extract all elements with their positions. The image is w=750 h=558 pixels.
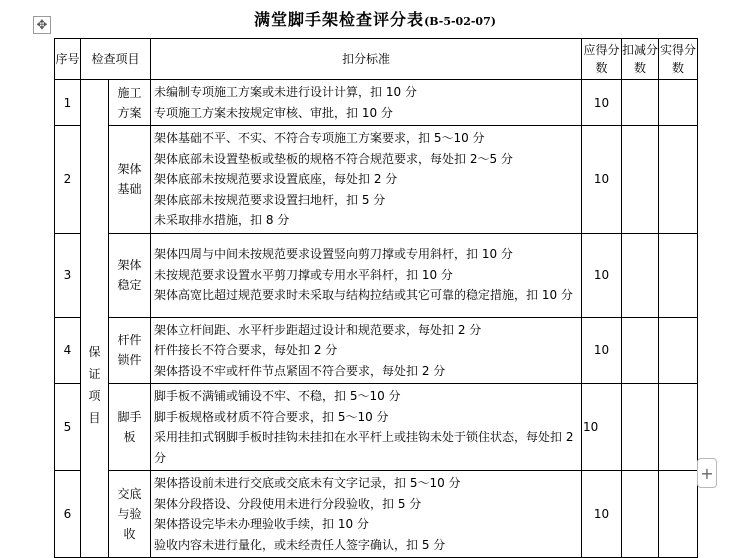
deduct-score-cell[interactable] xyxy=(622,471,659,558)
table-row xyxy=(55,384,698,471)
table-row xyxy=(55,233,698,317)
header-row xyxy=(55,39,698,80)
check-item xyxy=(109,471,151,558)
criteria-line: 脚手板规格或材质不符合要求，扣 5～10 分 xyxy=(154,409,389,424)
check-item-text: 交底与验收 xyxy=(117,487,142,541)
criteria-line: 杆件接长不符合要求，每处扣 2 分 xyxy=(154,343,338,357)
criteria-line: 架体搭设前未进行交底或交底未有文字记录，扣 5～10 分 xyxy=(154,476,461,490)
group-label-text: 保证项目 xyxy=(88,344,101,425)
deduct-score-cell[interactable] xyxy=(622,233,659,317)
add-row-button[interactable] xyxy=(697,458,717,488)
table-row xyxy=(55,80,698,126)
criteria-line: 架体搭设完毕未办理验收手续，扣 10 分 xyxy=(154,517,369,531)
row-number: 1 xyxy=(55,80,81,126)
due-score: 10 xyxy=(582,126,622,234)
criteria-line: 架体分段搭设、分段使用未进行分段验收，扣 5 分 xyxy=(154,496,422,511)
criteria-cell xyxy=(151,471,582,558)
criteria-line: 专项施工方案未按规定审核、审批，扣 10 分 xyxy=(154,105,393,120)
deduct-score-cell[interactable] xyxy=(622,317,659,384)
check-item xyxy=(109,80,151,126)
row-number: 5 xyxy=(55,384,81,471)
header-actual: 实得分数 xyxy=(659,39,698,80)
header-no: 序号 xyxy=(55,39,81,80)
deduct-score-cell[interactable] xyxy=(622,80,659,126)
criteria-cell xyxy=(151,233,582,317)
check-item xyxy=(109,317,151,384)
actual-score-cell[interactable] xyxy=(659,317,698,384)
criteria-line: 架体底部未按规范要求设置扫地杆，扣 5 分 xyxy=(154,192,386,207)
plus-icon: + xyxy=(700,463,714,483)
row-number: 4 xyxy=(55,317,81,384)
row-number: 6 xyxy=(55,471,81,558)
due-score: 10 xyxy=(582,317,622,384)
criteria-line: 架体基础不平、不实、不符合专项施工方案要求，扣 5～10 分 xyxy=(154,131,485,145)
criteria-line: 验收内容未进行量化，或未经责任人签字确认，扣 5 分 xyxy=(154,537,446,552)
due-score: 10 xyxy=(582,80,622,126)
title-code: (B-5-02-07) xyxy=(424,15,496,28)
due-score: 10 xyxy=(582,233,622,317)
title-text: 满堂脚手架检查评分表 xyxy=(254,10,425,29)
document-title xyxy=(0,7,750,33)
group-label xyxy=(81,80,109,558)
criteria-line: 未按规范要求设置水平剪刀撑或专用水平斜杆，扣 10 分 xyxy=(154,267,453,282)
due-score: 10 xyxy=(582,471,622,558)
due-score: 10 xyxy=(582,384,622,471)
table-row xyxy=(55,126,698,234)
check-item-text: 架体稳定 xyxy=(117,258,142,292)
actual-score-cell[interactable] xyxy=(659,384,698,471)
criteria-line: 架体搭设不牢或杆件节点紧固不符合要求，每处扣 2 分 xyxy=(154,363,446,378)
criteria-line: 架体底部未设置垫板或垫板的规格不符合规范要求，每处扣 2～5 分 xyxy=(154,151,513,166)
row-number: 3 xyxy=(55,233,81,317)
criteria-cell xyxy=(151,317,582,384)
check-item xyxy=(109,384,151,471)
header-item: 检查项目 xyxy=(81,39,151,80)
table-row xyxy=(55,471,698,558)
criteria-cell xyxy=(151,126,582,234)
check-item xyxy=(109,233,151,317)
table-row xyxy=(55,317,698,384)
header-deduct: 扣减分数 xyxy=(622,39,659,80)
move-icon: ✥ xyxy=(36,17,48,33)
check-item xyxy=(109,126,151,234)
actual-score-cell[interactable] xyxy=(659,233,698,317)
check-item-text: 施工方案 xyxy=(117,85,142,120)
criteria-cell xyxy=(151,384,582,471)
check-item-text: 脚手板 xyxy=(117,410,142,444)
score-table xyxy=(54,38,698,558)
actual-score-cell[interactable] xyxy=(659,471,698,558)
criteria-line: 架体高宽比超过规范要求时未采取与结构拉结或其它可靠的稳定措施，扣 10 分 xyxy=(154,288,573,303)
actual-score-cell[interactable] xyxy=(659,80,698,126)
criteria-cell xyxy=(151,80,582,126)
header-criteria: 扣分标准 xyxy=(151,39,582,80)
header-due: 应得分数 xyxy=(582,39,622,80)
criteria-line: 架体四周与中间未按规范要求设置竖向剪刀撑或专用斜杆，扣 10 分 xyxy=(154,247,513,262)
deduct-score-cell[interactable] xyxy=(622,126,659,234)
criteria-line: 脚手板不满铺或铺设不牢、不稳，扣 5～10 分 xyxy=(154,389,401,403)
criteria-line: 架体底部未按规范要求设置底座，每处扣 2 分 xyxy=(154,172,398,186)
criteria-line: 未采取排水措施，扣 8 分 xyxy=(154,213,290,227)
check-item-text: 架体基础 xyxy=(117,162,142,197)
criteria-line: 采用挂扣式钢脚手板时挂钩未挂扣在水平杆上或挂钩未处于锁住状态，每处扣 2 分 xyxy=(154,430,574,465)
deduct-score-cell[interactable] xyxy=(622,384,659,471)
criteria-line: 架体立杆间距、水平杆步距超过设计和规范要求，每处扣 2 分 xyxy=(154,322,482,337)
criteria-line: 未编制专项施工方案或未进行设计计算，扣 10 分 xyxy=(154,85,417,99)
check-item-text: 杆件锁件 xyxy=(117,333,142,368)
actual-score-cell[interactable] xyxy=(659,126,698,234)
row-number: 2 xyxy=(55,126,81,234)
